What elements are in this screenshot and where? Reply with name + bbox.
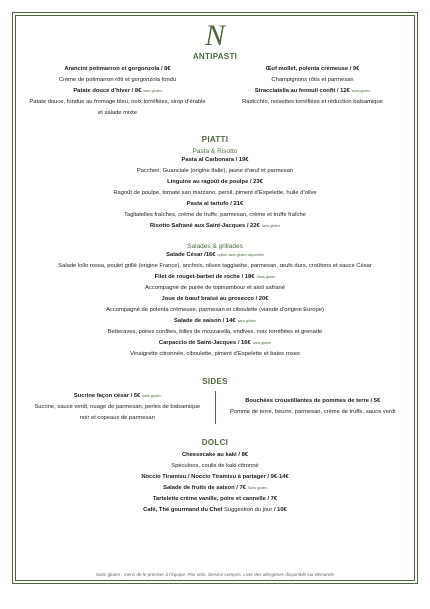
dish-desc: Betteraves, poires confites, billes de mozzarella, endives, noix torréfiées et grenade — [107, 329, 323, 335]
dish-name: Joue de bœuf braisé au prosecco / 20€ — [161, 296, 269, 302]
sides-left — [20, 391, 215, 424]
dish-desc: Sucrine, sauce verdi, nuage de parmesan, perles de balsamique — [34, 404, 201, 410]
dish-desc: Radicchio, noisettes torréfiées et réduction balsamique — [242, 99, 383, 105]
antipasti-columns — [20, 64, 410, 119]
dish-name: Salade de fruits de saison / 7€ Sans gluten — [163, 485, 267, 491]
section-title-dolci: DOLCI — [201, 438, 229, 447]
dish-desc: Crème de potimarron rôti et gorgonzola fondu — [58, 77, 177, 83]
gluten-free-tag: sans gluten — [143, 89, 162, 93]
dish-name: Café, Thé gourmand du Chef Suggestion du jour / 10€ — [143, 507, 287, 513]
section-title-sides: SIDES — [202, 377, 228, 386]
dish-name: Filet de rouget-barbet de roche / 18€ Sans gluten — [154, 274, 276, 280]
subsection-salades-grillades: Salades & grillades — [187, 243, 243, 250]
gluten-free-tag: sans gluten — [237, 319, 256, 323]
dish-name: Patate douce d’hiver / 8€ sans gluten — [73, 88, 162, 94]
dish-name: Pasta al Carbonara / 19€ — [181, 157, 249, 163]
dish-name: Noccio Tiramisu / Noccio Tiramisu à partager / 9€-14€ — [141, 474, 289, 480]
dish-desc: Pomme de terre, beurre, parmesan, crème de truffe, sauce verdi — [229, 409, 396, 415]
antipasti-left — [20, 64, 215, 119]
logo: N — [197, 17, 233, 55]
dish-desc: Patate douce, fondue au fromage bleu, noix torréfiées, sirop d’érable — [29, 99, 206, 105]
dish-name: Linguine au ragoût de poulpe / 23€ — [167, 179, 263, 185]
dish-name: Risotto Safrané aux Saint-Jacques / 22€ sans gluten — [149, 223, 281, 229]
gluten-free-option-tag: option sans gluten disponible — [217, 253, 264, 257]
dish-name: Pasta al tartufo / 21€ — [186, 201, 244, 207]
gluten-free-tag: Sans gluten — [247, 486, 267, 490]
gluten-free-tag: sans gluten — [351, 89, 371, 93]
gluten-free-tag: sans gluten — [261, 224, 281, 228]
sides-columns — [20, 391, 410, 424]
dish-desc: Ragoût de poulpe, tomate san marzano, persil, piment d’Espelette, huile d’olive — [113, 190, 317, 196]
gluten-free-tag: sans gluten — [142, 394, 161, 398]
dish-name: Tartelette crème vanille, poire et cannelle / 7€ — [152, 496, 278, 502]
menu-content — [20, 52, 410, 516]
dish-name: Salade de saison / 14€ sans gluten — [174, 318, 256, 324]
section-title-antipasti: ANTIPASTI — [192, 52, 238, 61]
dish-name: Salade César /16€ option sans gluten disponible — [166, 252, 264, 258]
antipasti-right — [215, 64, 410, 119]
dish-desc: Salade lollo rossa, poulet grillé (origine France), anchois, olives taggiashe, parmesan, œufs durs, croûtons et sauce César — [58, 263, 372, 269]
dish-name: Œuf mollet, polenta crémeuse / 9€ — [265, 66, 360, 72]
dish-desc: Vinaigrette citronnée, ciboulette, piment d’Espelette et baies roses — [130, 351, 300, 357]
dish-name: Stracciatella au fenouil confit / 12€ sans gluten — [254, 88, 371, 94]
gluten-free-tag: Sans gluten — [256, 275, 276, 279]
dish-name: Bouchées croustillantes de pommes de terre / 5€ — [245, 398, 381, 404]
section-title-piatti: PIATTI — [201, 135, 229, 144]
dish-name: Cheesecake au kaki / 8€ — [181, 452, 249, 458]
dish-name: Carpaccio de Saint-Jacques / 16€ sans gluten — [158, 340, 272, 346]
sides-right — [215, 391, 411, 424]
dish-name: Sucrine façon césar / 5€ sans gluten — [73, 393, 161, 399]
subsection-pasta-risotto: Pasta & Risotto — [192, 148, 238, 155]
dish-desc: Accompagné de purée de topinambour et aïoli safrané — [145, 285, 285, 291]
footer-note: Sans gluten ; merci de le préciser à l’équipe. Prix nets. Service compris. Liste des allergènes disponible sur demande — [95, 572, 335, 577]
dish-name: Arancini potimarron et gorgonzola / 8€ — [64, 66, 171, 72]
dish-desc: Accompagné de polenta crémeuse, parmesan et ciboulette (viande d’origine Europe) — [106, 307, 324, 313]
dish-desc: noir et copeaux de parmesan — [79, 415, 155, 421]
suggestion-note: Suggestion du jour — [222, 507, 273, 513]
dish-desc: Tagliatelles fraîches, crème de truffe, parmesan, crème et truffe fraîche — [124, 212, 306, 218]
dish-desc: Paccheri, Guanciale (origine Italie), jaune d’œuf et parmesan — [136, 168, 294, 174]
gluten-free-tag: sans gluten — [252, 341, 272, 345]
dish-desc: Champignons rôtis et parmesan — [271, 77, 354, 83]
dish-desc: Spéculoos, coulis de kaki citronné — [171, 463, 259, 469]
dish-desc: et salade mixte — [98, 110, 137, 116]
